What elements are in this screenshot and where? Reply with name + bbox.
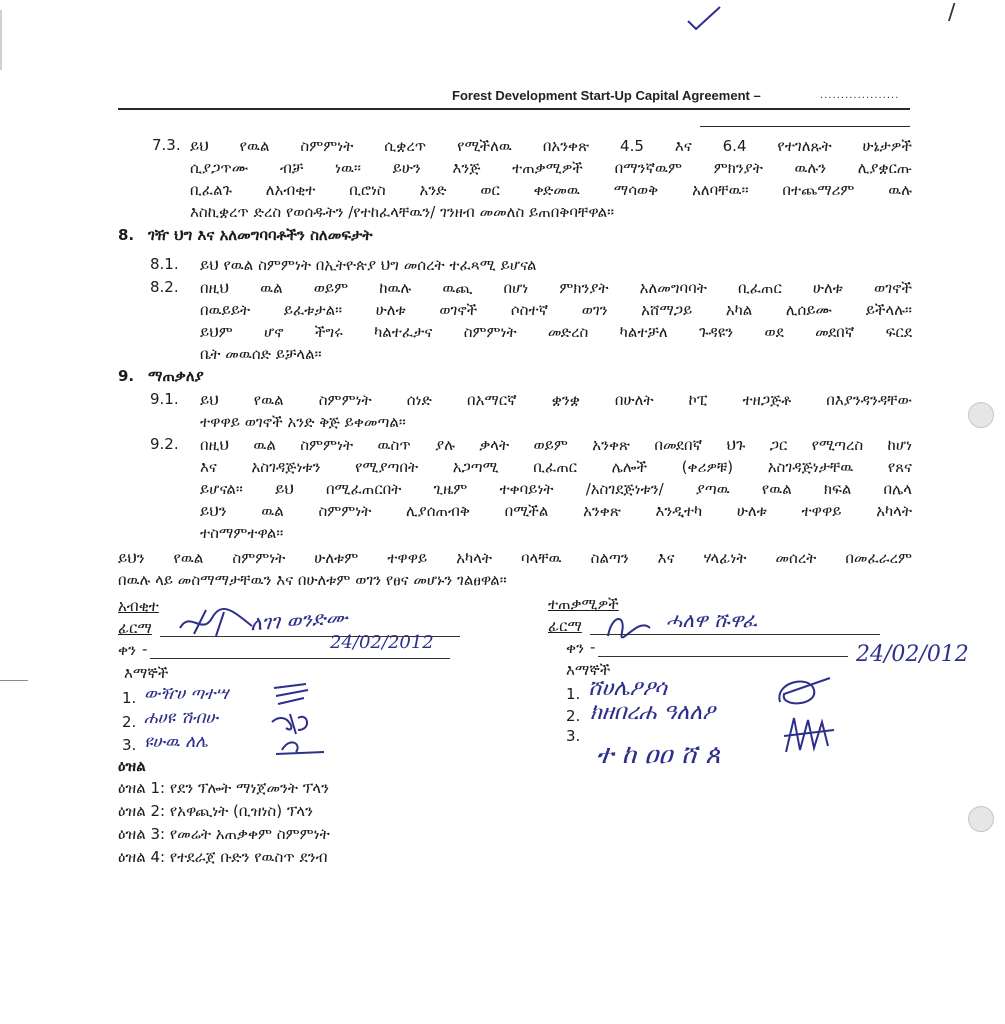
witness-number: 2. bbox=[566, 707, 581, 725]
date-dash: - bbox=[590, 638, 596, 656]
section-title: ማጠቃለያ bbox=[148, 367, 204, 385]
witness-signature-scribble bbox=[780, 712, 840, 762]
clause-line: ሲያጋጥሙ ብቻ ነዉ። ይሁን እንጅ ተጠቃሚዎች በማንኛዉም ምክንያት ዉሉን ሊያቋርጡ bbox=[190, 159, 912, 177]
annex-item: ዕዝል 4: የተደራጀ ቡድን የዉስጥ ደንብ bbox=[118, 848, 328, 866]
witness-handwriting: ሐሀዩ ሽብሁ bbox=[144, 708, 218, 728]
section-number: 9. bbox=[118, 367, 135, 385]
clause-line: ይሆናል። ይህ በሚፈጠርበት ጊዜም ተቀባይነት /አስገደጅነቱን/ ያጣዉ የዉል ክፍል በሌላ bbox=[200, 480, 912, 498]
annex-item: ዕዝል 2: የአዋጪነት (ቢዝነስ) ፕላን bbox=[118, 802, 313, 820]
clause-line: ይህ የዉል ስምምነት ሰነድ በአማርኛ ቋንቋ በሁለት ኮፒ ተዘጋጅቶ በእያንዳንዳቸው bbox=[200, 391, 912, 409]
date-dash: - bbox=[142, 640, 148, 658]
witness-handwriting: ሸሀሌዖዖሳ bbox=[588, 676, 667, 701]
signature-label: ፊርማ bbox=[548, 617, 582, 635]
clause-number: 9.2. bbox=[150, 435, 179, 453]
clause-line: ቤት መዉሰድ ይቻላል። bbox=[200, 345, 322, 363]
clause-line: ተስማምተዋል። bbox=[200, 524, 284, 542]
witness-handwriting: ውዥሀ ጣተሣ bbox=[144, 684, 229, 704]
clause-line: በዚህ ዉል ስምምነት ዉስጥ ያሉ ቃላት ወይም አንቀጽ በመደበኛ ህጉ ጋር የሚጣረስ ከሆነ bbox=[200, 436, 912, 454]
signature-handwriting: ለገገ ወንድሙ bbox=[249, 604, 349, 636]
signature-scribble bbox=[604, 610, 654, 640]
witness-handwriting: ዩሁዉ ለሌ bbox=[144, 732, 208, 752]
closing-line: ይህን የዉል ስምምነት ሁለቱም ተዋዋይ አካላት ባላቸዉ ስልጣን እና ሃላፊነት መሰረት በመፈራረም bbox=[118, 549, 912, 567]
header-title: Forest Development Start-Up Capital Agreement – bbox=[452, 88, 761, 103]
witness-handwriting: ተ ከ ዐዐ ሸ ጰ bbox=[596, 740, 721, 770]
annex-item: ዕዝል 1: የደን ፕሎት ማነጀመንት ፕላን bbox=[118, 779, 329, 797]
clause-line: በዉይይት ይፈቱታል። ሁለቱ ወገኖች ሶስተኛ ወገን አሸማጋይ አካል ሊሰይሙ ይችላሉ። bbox=[200, 301, 912, 319]
signature-label: ፊርማ bbox=[118, 619, 152, 637]
header-rule-lower bbox=[700, 126, 910, 127]
witness-handwriting: ክዘበረሐ ዓለለዖ bbox=[590, 700, 716, 725]
date-handwriting: 24/02/2012 bbox=[330, 632, 434, 653]
witness-number: 1. bbox=[122, 689, 137, 707]
clause-line: እስኪቋረጥ ድረስ የወሰዱትን /የተከፈላቸዉን/ ገንዘብ መመለስ ይጠበቅባቸዋል። bbox=[190, 203, 615, 221]
date-handwriting: 24/02/012 bbox=[856, 642, 969, 667]
date-line bbox=[598, 656, 848, 657]
clause-line: እና አስገዳጅነቱን የሚያጣበት አጋጣሚ ቢፈጠር ሌሎች (ቀሪዎቹ) አስገዳጅነታቸዉ የጸና bbox=[200, 458, 912, 476]
punch-hole bbox=[968, 806, 994, 832]
closing-line: በዉሉ ላይ መስማማታቸዉን እና በሁለቱም ወገን የፀና መሆኑን ገልፀዋል። bbox=[118, 571, 507, 589]
clause-line: ይህ የዉል ስምምነት ሲቋረጥ የሚችለዉ በአንቀጽ 4.5 እና 6.4 የተገለጹት ሁኔታዎች bbox=[190, 137, 912, 155]
signature-line bbox=[590, 634, 880, 635]
check-mark-icon bbox=[686, 5, 722, 33]
party-heading: አብቂተ bbox=[118, 597, 159, 615]
scan-edge-mark bbox=[0, 10, 2, 70]
witnesses-heading: እማኞች bbox=[124, 664, 169, 682]
clause-line: ተዋዋይ ወገኖች አንድ ቅጅ ይቀመጣል። bbox=[200, 413, 406, 431]
witness-number: 2. bbox=[122, 713, 137, 731]
witness-number: 3. bbox=[122, 736, 137, 754]
signature-handwriting: ሓለዋ ሹዋፈ bbox=[666, 608, 758, 632]
header-rule bbox=[118, 108, 910, 110]
witness-number: 1. bbox=[566, 685, 581, 703]
witness-number: 3. bbox=[566, 727, 581, 745]
annex-item: ዕዝል 3: የመሬት አጠቃቀም ስምምነት bbox=[118, 825, 330, 843]
clause-number: 9.1. bbox=[150, 390, 179, 408]
signature-scribble bbox=[176, 606, 256, 640]
witness-signature-scribble bbox=[770, 672, 840, 712]
clause-line: ይህን ዉል ስምምነት ሊያሰጠብቅ በሚችል አንቀጽ እንዲተካ ሁለቱ ተዋዋይ አካላት bbox=[200, 502, 912, 520]
punch-hole bbox=[968, 402, 994, 428]
clause-number: 7.3. bbox=[152, 136, 181, 154]
date-label: ቀን bbox=[118, 641, 136, 659]
party-heading: ተጠቃሚዎች bbox=[548, 595, 619, 613]
clause-number: 8.1. bbox=[150, 255, 179, 273]
clause-line: ቢፈልጉ ለአብቂተ ቢሮነስ አንድ ወር ቀድመዉ ማሳወቅ አለባቸዉ። በተጨማሪም ዉሉ bbox=[190, 181, 912, 199]
date-label: ቀን bbox=[566, 639, 584, 657]
clause-number: 8.2. bbox=[150, 278, 179, 296]
witnesses-heading: እማኞች bbox=[566, 661, 611, 679]
section-number: 8. bbox=[118, 226, 135, 244]
clause-line: ይህም ሆኖ ችግሩ ካልተፈታና ስምምነት መድረስ ካልተቻለ ጉዳዩን ወደ መደበኛ ፍርደ bbox=[200, 323, 912, 341]
annex-heading: ዕዝል bbox=[118, 757, 146, 775]
scan-edge-mark bbox=[0, 680, 28, 681]
clause-line: ይህ የዉል ስምምነት በኢትዮጵያ ህግ መሰረት ተፈጻሚ ይሆናል bbox=[200, 256, 537, 274]
header-dots: ................... bbox=[820, 90, 900, 101]
corner-mark: ∕ bbox=[948, 0, 956, 25]
clause-line: በዚህ ዉል ወይም ከዉሉ ዉጪ በሆነ ምክንያት አለመግባባት ቢፈጠር ሁለቱ ወገኖች bbox=[200, 279, 912, 297]
date-line bbox=[150, 658, 450, 659]
section-title: ገዥ ህግ እና አለመግባባቶችን ስለመፍታት bbox=[148, 226, 373, 244]
witness-signature-scribble bbox=[268, 678, 348, 758]
